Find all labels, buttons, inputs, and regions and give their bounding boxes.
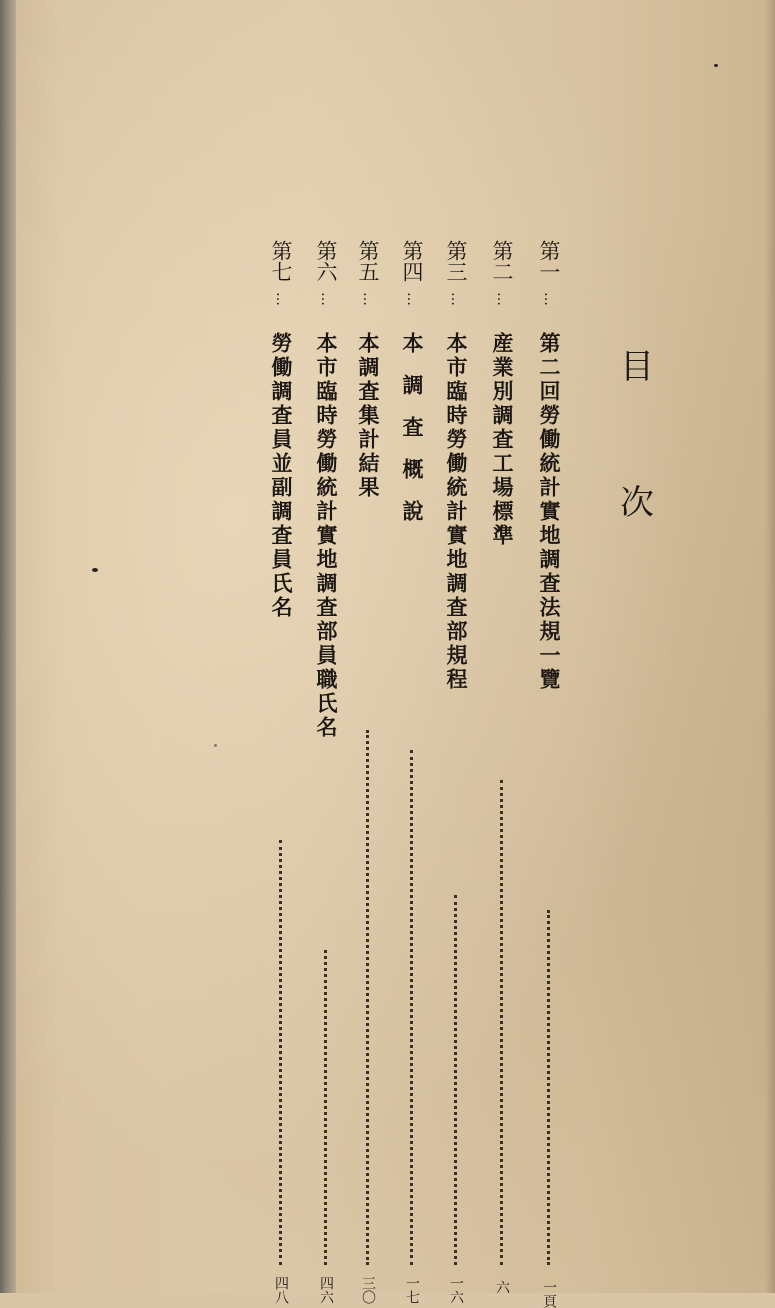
- entry-separator: …: [404, 292, 420, 308]
- entry-title: 産業別調査工場標準: [490, 332, 515, 548]
- entry-page-number: 三〇: [360, 1276, 376, 1304]
- page-edge-shadow: [765, 0, 775, 1293]
- entry-title: 本 調 査 概 說: [400, 332, 425, 521]
- binding-edge: [0, 0, 16, 1293]
- toc-entry-6: [310, 240, 342, 1304]
- entry-title: 勞働調査員並副調査員氏名: [269, 332, 294, 620]
- entry-page-number: 六: [494, 1280, 510, 1294]
- dot-leader: [547, 910, 550, 1265]
- entry-page-number: 四八: [273, 1276, 289, 1304]
- entry-page-number: 一七: [404, 1276, 420, 1304]
- entry-title: 本市臨時勞働統計實地調査部員職氏名: [314, 332, 339, 740]
- entry-page-number: 一頁: [541, 1280, 557, 1308]
- entry-number: 第四: [400, 240, 424, 282]
- entry-separator: …: [541, 292, 557, 308]
- entry-separator: …: [318, 292, 334, 308]
- dot-leader: [410, 750, 413, 1265]
- dot-leader: [279, 840, 282, 1265]
- entry-number: 第七: [269, 240, 293, 282]
- entry-number: 第二: [490, 240, 514, 282]
- entry-separator: …: [273, 292, 289, 308]
- toc-entry-5: [352, 240, 384, 1304]
- entry-number: 第五: [356, 240, 380, 282]
- entry-number: 第六: [314, 240, 338, 282]
- toc-entry-1: [533, 240, 565, 1308]
- entry-title: 第二回勞働統計實地調査法規一覽: [537, 332, 562, 692]
- entry-number: 第三: [444, 240, 468, 282]
- paper-speck: [714, 64, 718, 67]
- entry-separator: …: [448, 292, 464, 308]
- entry-separator: …: [494, 292, 510, 308]
- paper-speck: [214, 744, 217, 747]
- toc-heading-char: 次: [620, 483, 654, 523]
- entry-title: 本調査集計結果: [356, 332, 381, 500]
- toc-entry-4: [396, 240, 428, 1304]
- toc-entry-7: [265, 240, 297, 1304]
- toc-entry-2: [486, 240, 518, 1294]
- entry-title: 本市臨時勞働統計實地調査部規程: [444, 332, 469, 692]
- dot-leader: [500, 780, 503, 1265]
- dot-leader: [324, 950, 327, 1265]
- dot-leader: [366, 730, 369, 1265]
- dot-leader: [454, 895, 457, 1265]
- toc-heading-char: 目: [620, 347, 654, 387]
- entry-page-number: 四六: [318, 1276, 334, 1304]
- entry-page-number: 一六: [448, 1276, 464, 1304]
- toc-heading: [612, 347, 662, 523]
- paper-speck: [92, 568, 98, 572]
- entry-separator: …: [360, 292, 376, 308]
- entry-number: 第一: [537, 240, 561, 282]
- toc-entry-3: [440, 240, 472, 1304]
